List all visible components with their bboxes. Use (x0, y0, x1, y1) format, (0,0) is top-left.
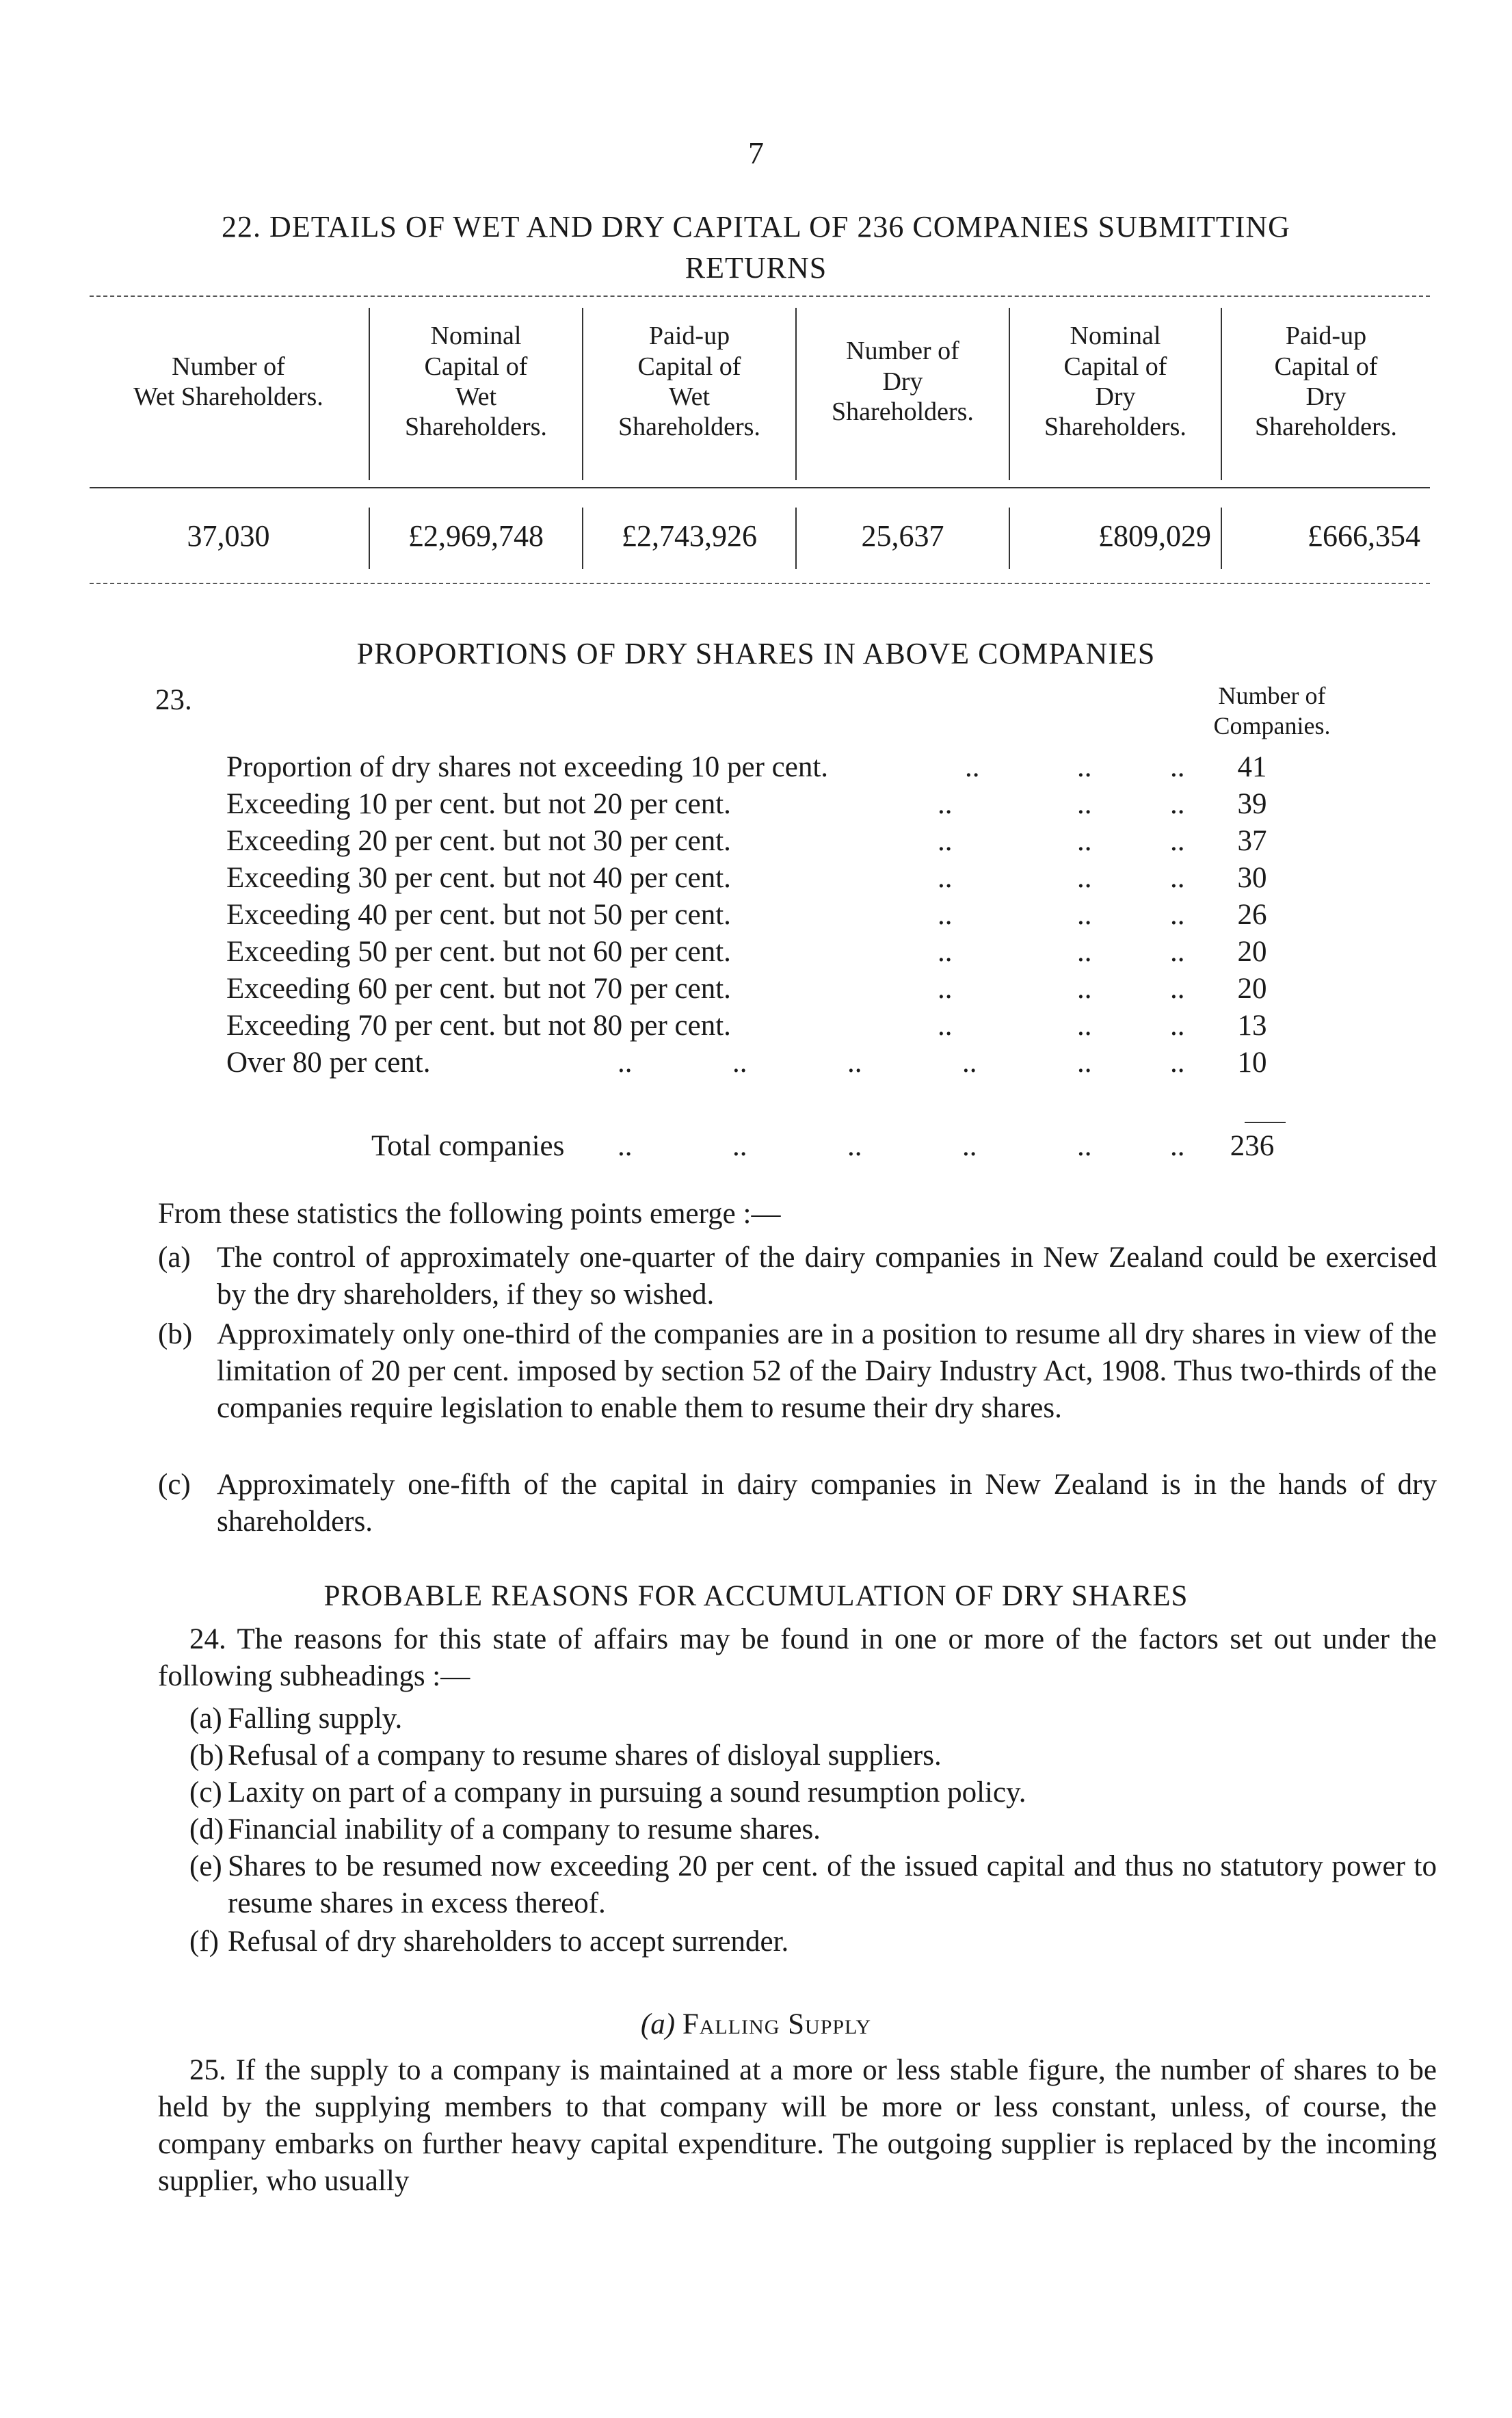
table-22-title-line2: RETURNS (685, 251, 827, 285)
proportion-row: Exceeding 20 per cent. but not 30 per cent. .. .. .. 37 (226, 824, 1307, 859)
proportion-row: Exceeding 60 per cent. but not 70 per cent. .. .. .. 20 (226, 971, 1307, 1007)
column-header-paidup-wet: Paid-up Capital of Wet Shareholders. (618, 321, 760, 442)
proportion-label: Exceeding 20 per cent. but not 30 per cent. (226, 825, 731, 857)
proportion-value: 41 (1237, 751, 1267, 783)
value-nominal-dry: £809,029 (1098, 518, 1211, 553)
proportion-value: 39 (1237, 788, 1267, 820)
proportion-value: 26 (1237, 899, 1267, 931)
factor-e: (e) Shares to be resumed now exceeding 20 per cent. of the issued capital and thus no statutory power to resume shares in excess thereof. (189, 1850, 1437, 1919)
column-header-dry-shareholders: Number of Dry Shareholders. (832, 337, 974, 427)
companies-column-header: Number of (1218, 682, 1326, 709)
proportion-label: Exceeding 60 per cent. but not 70 per cent. (226, 973, 731, 1005)
points-intro: From these statistics the following points emerge :— (158, 1198, 781, 1230)
table-bottom-rule (90, 583, 1430, 584)
point-b: (b) Approximately only one-third of the companies are in a position to resume all dry shares in view of the limitation of 20 per cent. imposed by section 52 of the Dairy Industry Act, 1908. Thus two-thirds of the companies require legislation to enable them to resume their dry shares. (158, 1318, 1437, 1424)
proportion-row: Over 80 per cent. .. .. .. .. .. .. 10 (226, 1045, 1307, 1081)
subheading-tag: (a) (640, 2008, 676, 2040)
companies-column-header-line2: Companies. (1213, 712, 1331, 739)
proportion-row: Exceeding 50 per cent. but not 60 per cent. .. .. .. 20 (226, 934, 1307, 970)
proportion-label: Exceeding 40 per cent. but not 50 per cent. (226, 899, 731, 931)
column-header-paidup-dry: Paid-up Capital of Dry Shareholders. (1255, 321, 1397, 442)
section-24-title: PROBABLE REASONS FOR ACCUMULATION OF DRY SHARES (323, 1580, 1189, 1612)
proportion-value: 37 (1237, 825, 1267, 857)
table-top-rule (90, 295, 1430, 297)
table-header-rule (90, 487, 1430, 488)
value-dry-shareholders: 25,637 (861, 518, 944, 553)
value-nominal-wet: £2,969,748 (408, 518, 544, 553)
column-header-wet-shareholders: Number of Wet Shareholders. (133, 352, 323, 411)
table-22-title: 22. DETAILS OF WET AND DRY CAPITAL OF 236 COMPANIES SUBMITTING (222, 210, 1290, 244)
total-label: Total companies (371, 1130, 565, 1162)
proportion-row: Exceeding 70 per cent. but not 80 per cent. .. .. .. 13 (226, 1008, 1307, 1044)
proportion-value: 20 (1237, 973, 1267, 1005)
proportion-label: Exceeding 30 per cent. but not 40 per cent. (226, 862, 731, 894)
proportion-label: Exceeding 50 per cent. but not 60 per cent. (226, 936, 731, 968)
page-number: 7 (748, 135, 764, 170)
value-wet-shareholders: 37,030 (187, 518, 270, 553)
proportion-value: 13 (1237, 1010, 1267, 1042)
section-23-number: 23. (155, 684, 192, 716)
column-header-nominal-wet: Nominal Capital of Wet Shareholders. (405, 321, 547, 442)
total-row: Total companies .. .. .. .. .. .. 236 (226, 1129, 1307, 1164)
proportion-value: 10 (1237, 1047, 1267, 1079)
total-value: 236 (1230, 1130, 1275, 1162)
section-24-intro: 24. The reasons for this state of affairs may be found in one or more of the factors set out under the following subheadings :— (158, 1623, 1437, 1692)
proportion-row: Exceeding 40 per cent. but not 50 per cent. .. .. .. 26 (226, 897, 1307, 933)
point-c: (c) Approximately one-fifth of the capital in dairy companies in New Zealand is in the hands of dry shareholders. (158, 1469, 1437, 1538)
proportion-row: Exceeding 30 per cent. but not 40 per cent. .. .. .. 30 (226, 860, 1307, 896)
subheading-text: Falling Supply (682, 2008, 872, 2040)
column-header-nominal-dry: Nominal Capital of Dry Shareholders. (1044, 321, 1186, 442)
proportion-row: Proportion of dry shares not exceeding 10 per cent. .. .. .. 41 (226, 750, 1307, 785)
point-a: (a) The control of approximately one-quarter of the dairy companies in New Zealand could be exercised by the dry shareholders, if they so wished. (158, 1241, 1437, 1311)
subheading-falling-supply (0, 2007, 1512, 2042)
proportion-label: Exceeding 70 per cent. but not 80 per cent. (226, 1010, 731, 1042)
proportion-label: Over 80 per cent. (226, 1047, 431, 1079)
document-page: 7 22. DETAILS OF WET AND DRY CAPITAL OF 236 COMPANIES SUBMITTING RETURNS Number of Wet Shareholders. Nominal Capital of Wet Shareholders. Paid-up Capital of Wet Shareholders. Number of Dry Shareholders. Nominal Capital of Dry Shareholders. Paid-up Capital of Dry Shareholders. 37,030 £2,969,748 £2,743,926 25,637 £809,029 £666,354 PROPORTIONS OF DRY SHARES IN ABOVE COMPANIES 23. Number of Companies. Proportion of dry shares not exceeding 10 per cent. .. .. .. 41 Exceeding 10 per cent. but not 20 per cent. .. .. .. 39 Exceeding 20 per cent. but not 30 per cent. .. .. .. 37 Exceeding 30 per cent. but not 40 per cent. .. .. .. 30 Exceeding 40 per cent. but not 50 per cent. .. .. .. 26 Exceeding 50 per cent. but not 60 per cent. .. .. .. 20 Exceeding 60 per cent. but not 70 per cent. .. .. .. 20 Exceeding 70 per cent. but not 80 per cent. .. .. .. 13 Over 80 per cent. .. .. .. .. .. .. 10 Total companies .. .. .. .. .. .. 236 From these statistics the following points emerge :— (a) The control of approximately one-quarter of the dairy companies in New Zealand could be exercised by the dry shareholders, if they so wished. (b) Approximately only one-third of the companies are in a position to resume all dry shares in view of the limitation of 20 per cent. imposed by section 52 of the Dairy Industry Act, 1908. Thus two-thirds of the companies require legislation to enable them to resume their dry shares. (c) Approximately one-fifth of the capital in dairy companies in New Zealand is in the hands of dry shareholders. PROBABLE REASONS FOR ACCUMULATION OF DRY SHARES 24. The reasons for this state of affairs may be found in one or more of the factors set out under the following subheadings :— (a) Falling supply. (b) Refusal of a company to resume shares of disloyal suppliers. (c) Laxity on part of a company in pursuing a sound resumption policy. (d) Financial inability of a company to resume shares. (e) Shares to be resumed now exceeding 20 per cent. of the issued capital and thus no statutory power to resume shares in excess thereof. (f) Refusal of dry shareholders to accept surrender. (a) Falling Supply 25. If the supply to a company is maintained at a more or less stable figure, the number of shares to be held by the supplying members to that company will be more or less constant, unless, of course, the company embarks on further heavy capital expenditure. The outgoing supplier is replaced by the incoming supplier, who usually (0, 0, 1512, 2418)
total-rule (1245, 1122, 1286, 1123)
section-25-text: 25. If the supply to a company is maintained at a more or less stable figure, the number of shares to be held by the supplying members to that company will be more or less constant, unless, of course, the company embarks on further heavy capital expenditure. The outgoing supplier is replaced by the incoming supplier, who usually (158, 2054, 1437, 2197)
proportion-label: Exceeding 10 per cent. but not 20 per cent. (226, 788, 731, 820)
section-23-title: PROPORTIONS OF DRY SHARES IN ABOVE COMPANIES (356, 637, 1156, 670)
proportion-row: Exceeding 10 per cent. but not 20 per cent. .. .. .. 39 (226, 787, 1307, 822)
proportion-label: Proportion of dry shares not exceeding 10 per cent. (226, 751, 829, 783)
proportion-value: 20 (1237, 936, 1267, 968)
proportion-value: 30 (1237, 862, 1267, 894)
value-paidup-wet: £2,743,926 (622, 518, 757, 553)
value-paidup-dry: £666,354 (1308, 518, 1420, 553)
